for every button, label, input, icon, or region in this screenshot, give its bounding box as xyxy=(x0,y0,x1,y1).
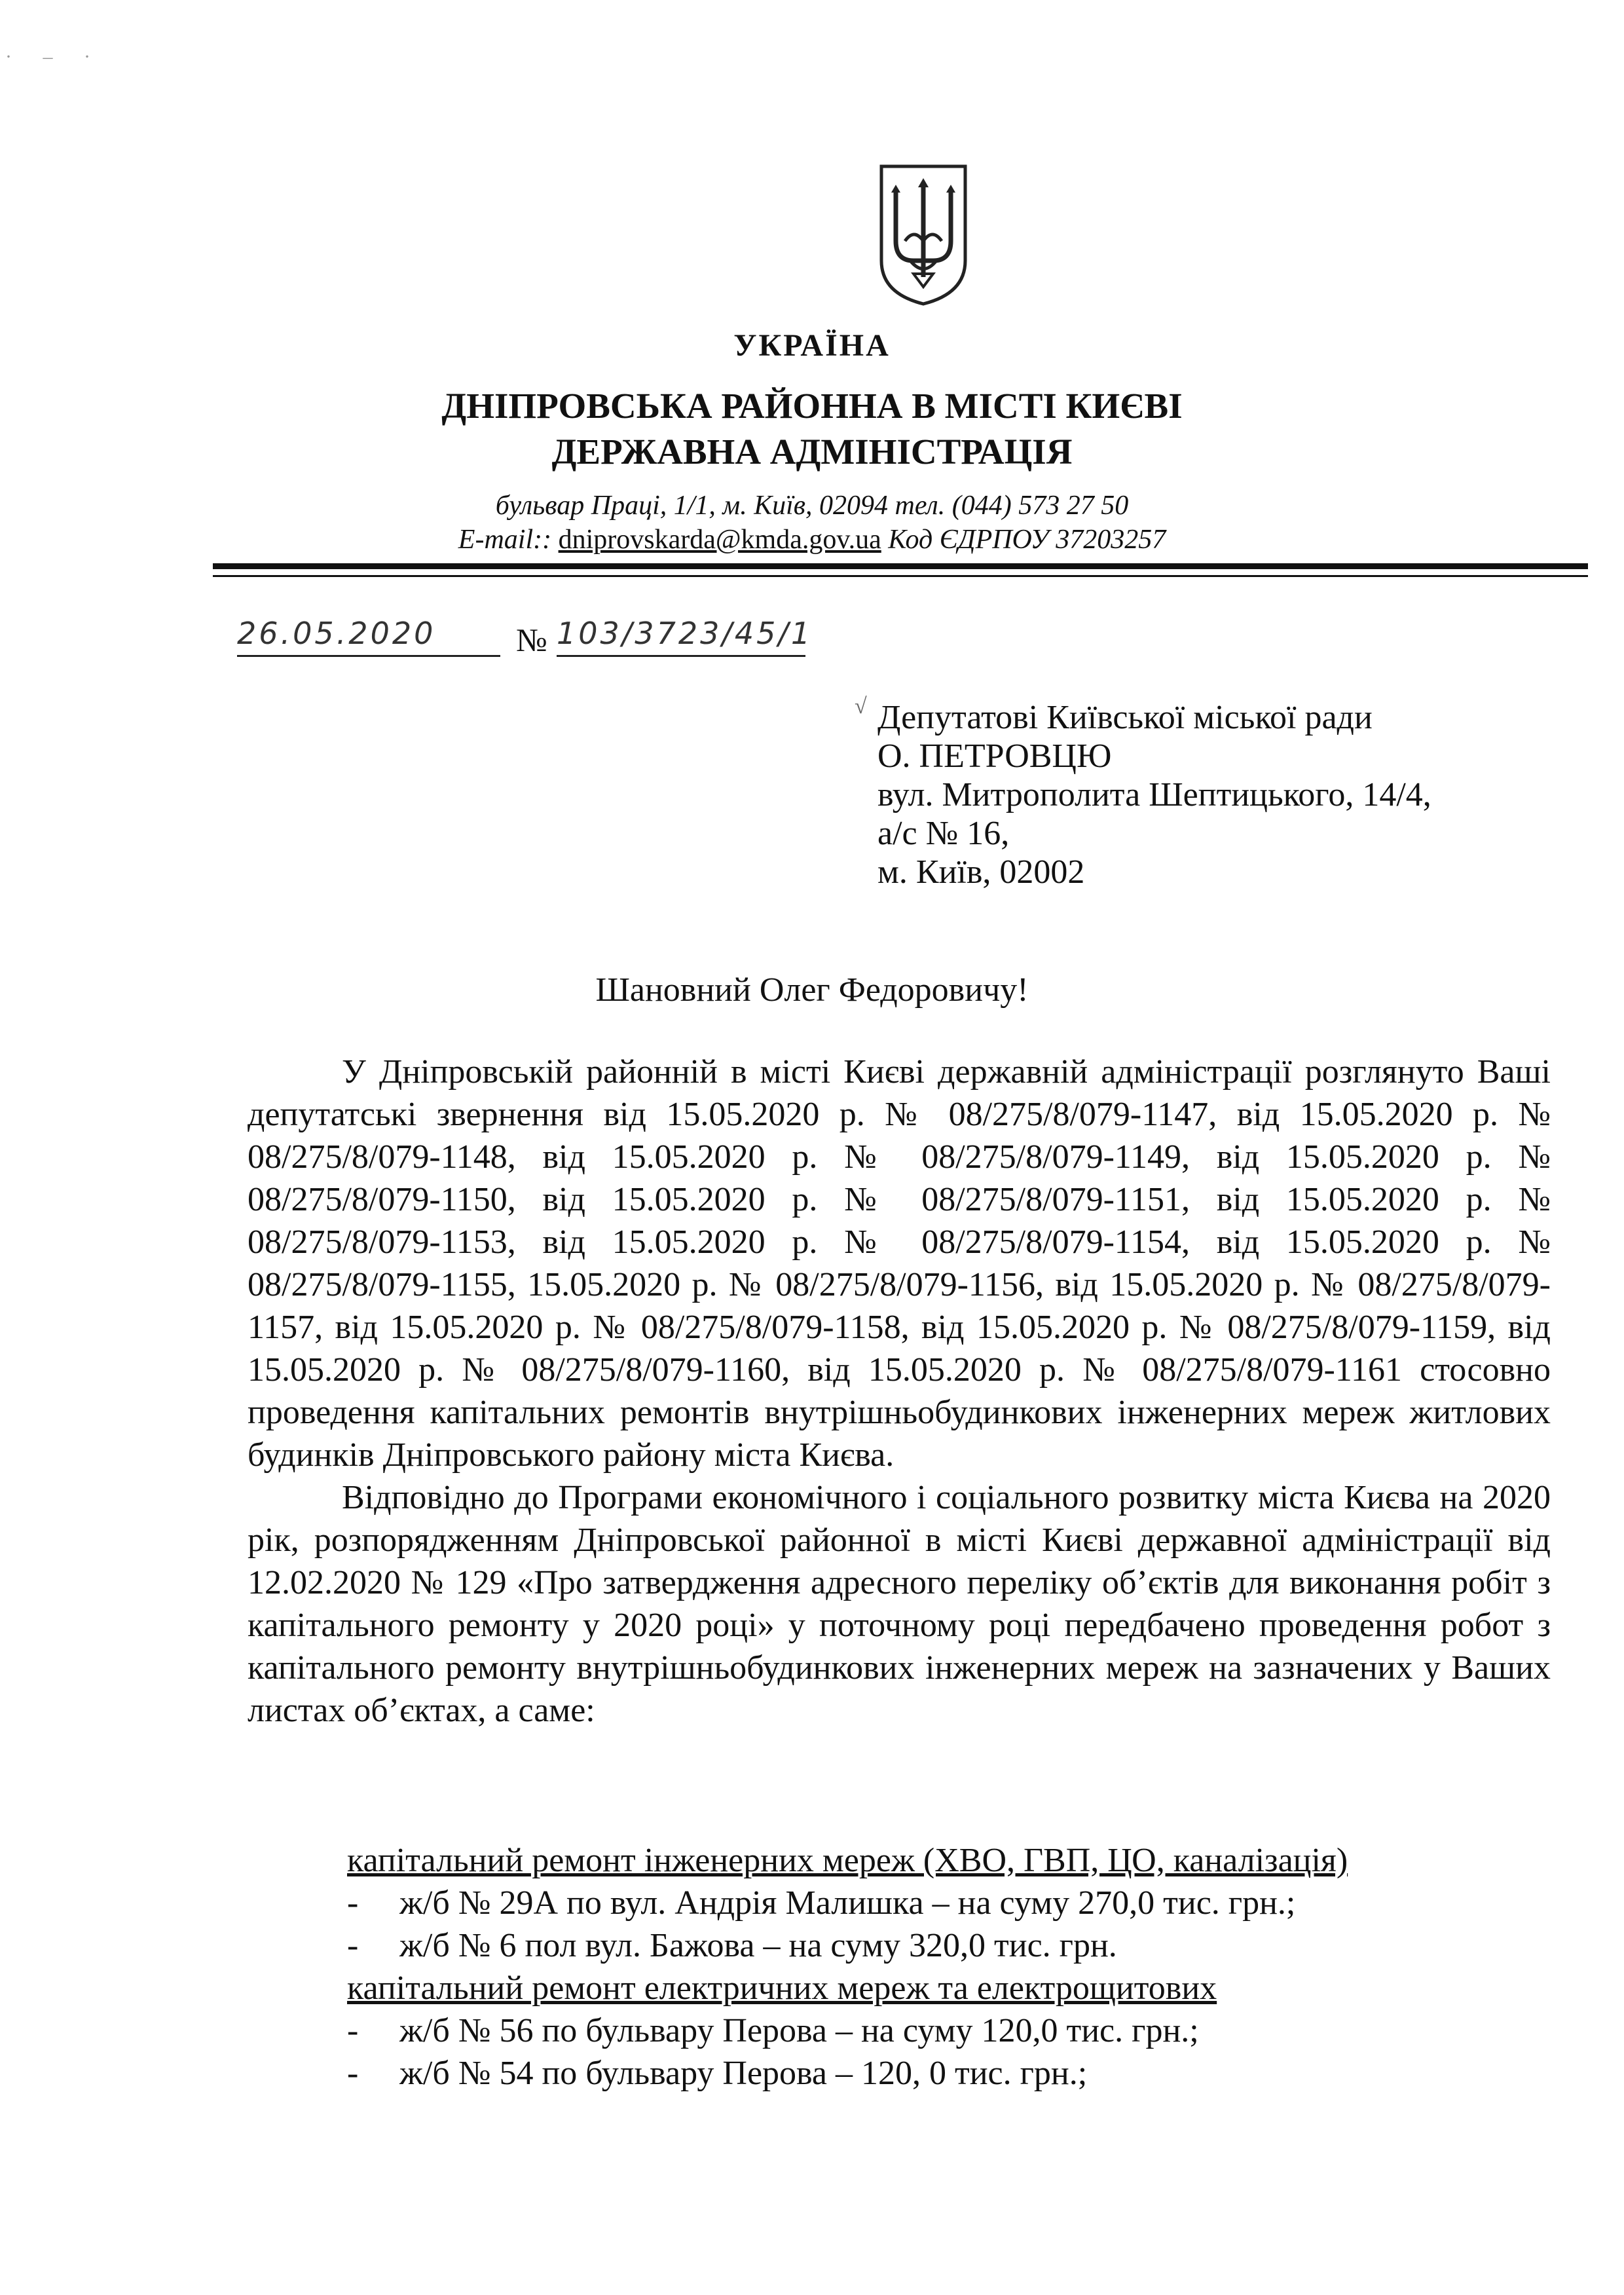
list-item-text: ж/б № 6 пол вул. Бажова – на суму 320,0 тис. грн. xyxy=(399,1927,1117,1964)
country-title: УКРАЇНА xyxy=(733,328,891,363)
list-dash: - xyxy=(347,2012,359,2049)
list-item-text: ж/б № 56 по бульвару Перова – на суму 120,0 тис. грн.; xyxy=(399,2012,1199,2049)
list-item xyxy=(248,2052,1551,2095)
list-dash: - xyxy=(347,1884,359,1922)
list-item-text: ж/б № 29А по вул. Андрія Малишка – на суму 270,0 тис. грн.; xyxy=(399,1884,1296,1922)
works-list xyxy=(248,1839,1551,2095)
organization-contacts xyxy=(0,524,1624,555)
body-paragraph: Відповідно до Програми економічного і соціального розвитку міста Києва на 2020 рік, розпорядженням Дніпровської районної в місті Києві державної адміністрації від 12.02.2020 № 129 «Про затвердження адресного переліку об’єктів для виконання робіт з капітального ремонту у 2020 році» у поточному році передбачено проведення робот з капітального ремонту внутрішньобудинкових інженерних мереж на зазначених у Ваших листах об’єктах, а саме: xyxy=(248,1479,1551,1729)
registration-number: 103/3723/45/1 xyxy=(557,616,805,657)
list-dash: - xyxy=(347,1927,359,1964)
registration-date: 26.05.2020 xyxy=(237,616,500,657)
email-label: E-mail:: xyxy=(458,525,552,555)
recipient-line: м. Київ, 02002 xyxy=(877,853,1085,891)
letter-body xyxy=(248,1051,1551,1732)
list-item xyxy=(248,1882,1551,1924)
list-item xyxy=(248,1924,1551,1967)
check-mark-icon: √ xyxy=(855,694,867,718)
greeting: Шановний Олег Федоровичу! xyxy=(595,971,1029,1009)
list-item xyxy=(248,2009,1551,2052)
email-link[interactable]: dniprovskarda@kmda.gov.ua xyxy=(558,525,881,555)
edrpou-code: Код ЄДРПОУ 37203257 xyxy=(888,525,1166,555)
list-item-text: ж/б № 54 по бульвару Перова – 120, 0 тис. грн.; xyxy=(399,2055,1088,2092)
organization-address: бульвар Праці, 1/1, м. Київ, 02094 тел. (044) 573 27 50 xyxy=(495,491,1129,521)
list-dash: - xyxy=(347,2055,359,2092)
section-heading: капітальний ремонт інженерних мереж (ХВО, ГВП, ЦО, каналізація) xyxy=(347,1842,1348,1879)
organization-name-line-2: ДЕРЖАВНА АДМІНІСТРАЦІЯ xyxy=(551,432,1073,472)
recipient-block xyxy=(877,698,1431,891)
registration-number-label: № xyxy=(516,622,547,658)
recipient-line: О. ПЕТРОВЦЮ xyxy=(877,737,1112,775)
body-paragraph: У Дніпровській районній в місті Києві державній адміністрації розглянуто Ваші депутатські звернення від 15.05.2020 р. № 08/275/8/079-1147, від 15.05.2020 р. № 08/275/8/079-1148, від 15.05.2020 р. № 08/275/8/079-1149, від 15.05.2020 р. № 08/275/8/079-1150, від 15.05.2020 р. № 08/275/8/079-1151, від 15.05.2020 р. № 08/275/8/079-1153, від 15.05.2020 р. № 08/275/8/079-1154, від 15.05.2020 р. № 08/275/8/079-1155, 15.05.2020 р. № 08/275/8/079-1156, від 15.05.2020 р. № 08/275/8/079-1157, від 15.05.2020 р. № 08/275/8/079-1158, від 15.05.2020 р. № 08/275/8/079-1159, від 15.05.2020 р. № 08/275/8/079-1160, від 15.05.2020 р. № 08/275/8/079-1161 стосовно проведення капітальних ремонтів внутрішньобудинкових інженерних мереж житлових будинків Дніпровського району міста Києва. xyxy=(248,1053,1551,1474)
coat-of-arms-trident-icon xyxy=(877,162,969,308)
recipient-line: а/с № 16, xyxy=(877,815,1010,852)
recipient-line: вул. Митрополита Шептицького, 14/4, xyxy=(877,776,1431,813)
header-divider-thick xyxy=(213,563,1588,569)
header-divider-thin xyxy=(213,575,1588,577)
scan-margin-marks: · – · xyxy=(5,46,103,67)
section-heading: капітальний ремонт електричних мереж та електрощитових xyxy=(347,1969,1217,2007)
recipient-line: Депутатові Київської міської ради xyxy=(877,699,1373,736)
organization-name-line-1: ДНІПРОВСЬКА РАЙОННА В МІСТІ КИЄВІ xyxy=(441,386,1183,426)
